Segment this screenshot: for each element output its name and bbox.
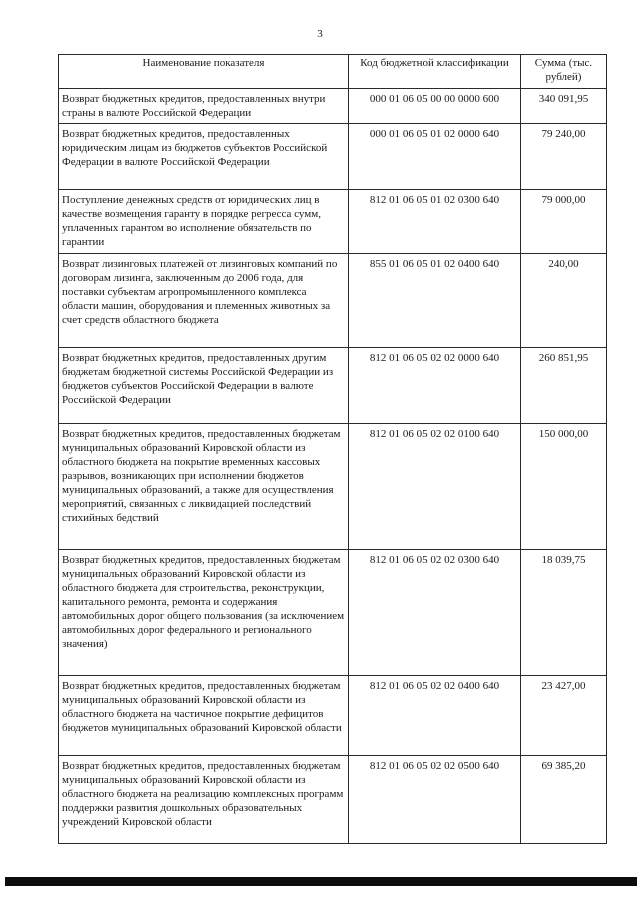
row-name: Возврат бюджетных кредитов, предоставленных бюджетам муниципальных образований Кировской области из областного бюджета на покрытие временных кассовых разрывов, возникающих при исполнении бюджетов муниципальных образований, а также для осуществления мероприятий, связанных с ликвидацией последствий стихийных бедствий bbox=[59, 424, 349, 550]
row-name: Возврат бюджетных кредитов, предоставленных бюджетам муниципальных образований Кировской области из областного бюджета для строительства, реконструкции, капитального ремонта, ремонта и содержания автомобильных дорог общего пользования (за исключением автомобильных дорог федерального и регионального значения) bbox=[59, 550, 349, 676]
table-row bbox=[59, 190, 607, 254]
row-sum: 18 039,75 bbox=[521, 550, 607, 676]
row-code: 812 01 06 05 02 02 0100 640 bbox=[349, 424, 521, 550]
table-row bbox=[59, 348, 607, 424]
row-sum: 79 240,00 bbox=[521, 124, 607, 190]
row-sum: 69 385,20 bbox=[521, 756, 607, 844]
table-row bbox=[59, 550, 607, 676]
row-name: Возврат лизинговых платежей от лизинговых компаний по договорам лизинга, заключенным до 2006 года, для поставки субъектам агропромышленного комплекса области машин, оборудования и племенных животных за счет средств областного бюджета bbox=[59, 254, 349, 348]
table-row bbox=[59, 124, 607, 190]
row-name: Возврат бюджетных кредитов, предоставленных бюджетам муниципальных образований Кировской области из областного бюджета на реализацию комплексных программ поддержки развития дошкольных образовательных учреждений Кировской области bbox=[59, 756, 349, 844]
row-sum: 340 091,95 bbox=[521, 89, 607, 124]
table-row bbox=[59, 89, 607, 124]
scan-bottom-bar bbox=[5, 877, 637, 886]
row-code: 855 01 06 05 01 02 0400 640 bbox=[349, 254, 521, 348]
row-code: 000 01 06 05 00 00 0000 600 bbox=[349, 89, 521, 124]
table-row bbox=[59, 756, 607, 844]
row-name: Возврат бюджетных кредитов, предоставленных юридическим лицам из бюджетов субъектов Российской Федерации в валюте Российской Федерации bbox=[59, 124, 349, 190]
row-code: 812 01 06 05 02 02 0400 640 bbox=[349, 676, 521, 756]
table-row bbox=[59, 676, 607, 756]
row-sum: 23 427,00 bbox=[521, 676, 607, 756]
table-row bbox=[59, 424, 607, 550]
table-header-row bbox=[59, 55, 607, 89]
row-code: 812 01 06 05 02 02 0300 640 bbox=[349, 550, 521, 676]
row-sum: 240,00 bbox=[521, 254, 607, 348]
page-number: 3 bbox=[317, 28, 323, 40]
row-name: Возврат бюджетных кредитов, предоставленных другим бюджетам бюджетной системы Российской Федерации из бюджетов субъектов Российской Федерации в валюте Российской Федерации bbox=[59, 348, 349, 424]
table-row bbox=[59, 254, 607, 348]
row-name: Поступление денежных средств от юридических лиц в качестве возмещения гаранту в порядке регресса сумм, уплаченных гарантом во исполнение обязательств по гарантии bbox=[59, 190, 349, 254]
header-sum: Сумма (тыс. рублей) bbox=[521, 55, 607, 89]
header-code: Код бюджетной классификации bbox=[349, 55, 521, 89]
budget-table bbox=[58, 54, 607, 844]
row-code: 812 01 06 05 02 02 0000 640 bbox=[349, 348, 521, 424]
row-code: 812 01 06 05 01 02 0300 640 bbox=[349, 190, 521, 254]
row-code: 812 01 06 05 02 02 0500 640 bbox=[349, 756, 521, 844]
row-sum: 150 000,00 bbox=[521, 424, 607, 550]
row-name: Возврат бюджетных кредитов, предоставленных бюджетам муниципальных образований Кировской области из областного бюджета на частичное покрытие дефицитов бюджетов муниципальных образований Кировской области bbox=[59, 676, 349, 756]
row-sum: 260 851,95 bbox=[521, 348, 607, 424]
row-sum: 79 000,00 bbox=[521, 190, 607, 254]
row-code: 000 01 06 05 01 02 0000 640 bbox=[349, 124, 521, 190]
row-name: Возврат бюджетных кредитов, предоставленных внутри страны в валюте Российской Федерации bbox=[59, 89, 349, 124]
header-name: Наименование показателя bbox=[59, 55, 349, 89]
